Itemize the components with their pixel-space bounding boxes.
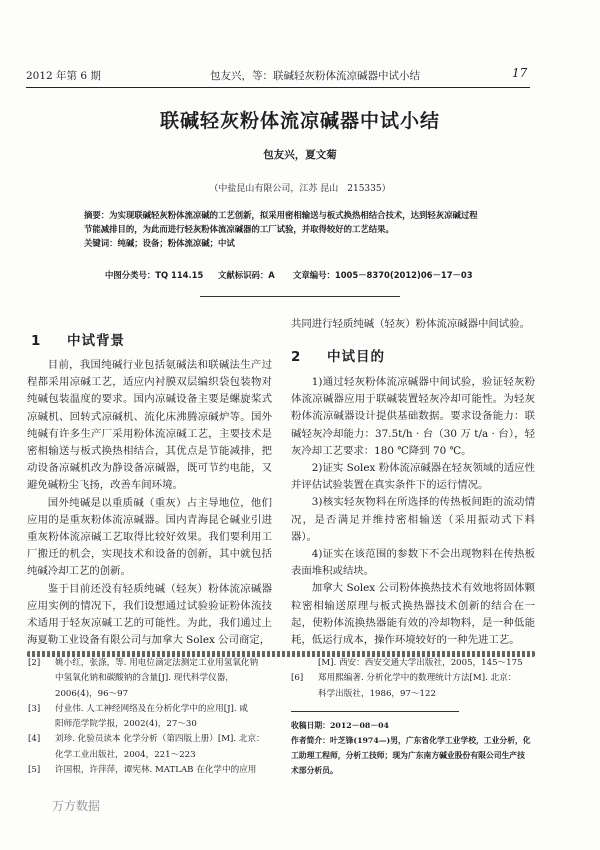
abstract-block [84, 208, 484, 250]
notes-rule [291, 711, 459, 712]
keywords [84, 236, 484, 250]
references-left [28, 656, 275, 778]
left-column [27, 357, 272, 649]
meta-rule [200, 296, 400, 297]
references-right [291, 656, 531, 702]
paragraph: 1)通过轻灰粉体流凉碱器中间试验，验证轻灰粉体流凉碱器应用于联碱装置轻灰冷却可能性。为轻灰粉体流凉碱器设计提供基础数据。要求设备能力：联碱轻灰冷却能力：37.5t/h · 台（30 万 t/a · 台），轻灰冷却工艺要求：180 ℃降到 70 ℃。 [291, 376, 535, 457]
article-number: 文章编号：1005－8370(2012)06－17－03 [293, 270, 473, 280]
paragraph: 国外纯碱是以重质碱（重灰）占主导地位，他们应用的是重灰粉体流凉碱器。国内青海昆仑碱业引进重灰粉体流凉碱工艺取得比较好效果。我们要利用工厂搬迁的机会，实现技术和设备的创新，其中就包括纯碱冷却工艺的创新。 [27, 496, 272, 578]
keywords-text: 纯碱；设备；粉体流凉碱；中试 [117, 238, 235, 248]
right-column [291, 374, 535, 649]
paragraph: 4)证实在该范围的参数下不会出现物料在传热板表面堆积或结块。 [291, 548, 535, 578]
reference-continuation: [M]. 西安：西安交通大学出版社，2005，145～175 [318, 658, 523, 668]
abstract-text: 为实现联碱轻灰粉体流凉碱的工艺创新，拟采用密相输送与板式换热相结合技术，达到轻灰凉碱过程节能减排目的，为此而进行轻灰粉体流凉碱器的工厂试验，并取得较好的工艺结果。 [84, 210, 478, 234]
article-title: 联碱轻灰粉体流凉碱器中试小结 [159, 110, 440, 132]
header-rule [26, 87, 530, 88]
reference-item: [2] 姚小红，张涤，等. 用电位滴定法测定工业用氢氧化钠 [28, 658, 259, 668]
clc-number: 中图分类号：TQ 114.15 [105, 270, 204, 280]
issue-label: 2012 年第 6 期 [26, 70, 101, 82]
article-notes [291, 718, 531, 778]
paragraph: 共同进行轻质纯碱（轻灰）粉体流凉碱器中间试验。 [291, 318, 530, 330]
article-authors: 包友兴，夏文菊 [263, 149, 337, 161]
abstract-label: 摘要： [84, 210, 110, 220]
paragraph: 3)核实轻灰物料在所选择的传热板间距的流动情况，是否满足并维持密相输送（采用振动式下料器）。 [291, 496, 535, 543]
reference-item: [5] 许国根，许萍萍，谭宪林. MATLAB 在化学中的应用 [28, 765, 257, 776]
received-date: 收稿日期：2012－08－04 [291, 721, 389, 730]
section-2-heading [291, 345, 385, 365]
paragraph: 加拿大 Solex 公司粉体换热技术有效地将固体颗粒密相输送原理与板式换热器技术创新的结合在一起，使粉体流换热器能有效的冷却物料，是一种低能耗，低运行成本，操作环境较好的一种先进工艺。 [291, 582, 535, 647]
reference-item: [3] 付业伟. 人工神经网络及在分析化学中的应用[J]. 咸 [28, 703, 248, 714]
reference-continuation: 阳师范学院学报，2002(4)，27～30 [55, 719, 197, 730]
reference-continuation: 中氢氧化钠和碳酸钠的含量[J]. 现代科学仪器，2006(4)，96～97 [55, 673, 234, 699]
section-1-continuation [291, 316, 535, 333]
reference-item: [4] 刘珍. 化验员读本 化学分析（第四版上册）[M]. 北京： [28, 734, 265, 745]
abstract [84, 208, 484, 236]
section-1-title: 中试背景 [67, 333, 125, 349]
section-2-number: 2 [291, 349, 302, 365]
keywords-label: 关键词： [84, 238, 118, 248]
paragraph: 2)证实 Solex 粉体流凉碱器在轻灰领域的适应性并评估试验装置在真实条件下的运行情况。 [291, 462, 535, 492]
author-bio: 作者简介：叶芝锋(1974—)男，广东省化学工业学校，工业分析，化工助理工程师，分析工技师；现为广东南方碱业股份有限公司生产技术部分析员。 [291, 736, 531, 775]
paragraph: 鉴于目前还没有轻质纯碱（轻灰）粉体流凉碱器应用实例的情况下，我们设想通过试验验证粉体流技术适用于轻灰凉碱工艺的可能性。为此，我们通过上海夏勒工业设备有限公司与加拿大 Solex 公司商定， [27, 582, 272, 647]
running-title: 包友兴，等：联碱轻灰粉体流凉碱器中试小结 [210, 70, 420, 82]
reference-continuation: 科学出版社，1986，97～122 [318, 688, 436, 699]
paragraph: 目前，我国纯碱行业包括氨碱法和联碱法生产过程都采用凉碱工艺，适应内衬膜双层编织袋包装物对纯碱包装温度的要求。国内凉碱设备主要是螺旋桨式凉碱机、回转式凉碱机、流化床沸腾凉碱炉等。国外纯碱有许多生产厂采用粉体流凉碱工艺，主要技术是密相输送与板式换热相结合，其优点是节能减排，把动设备凉碱机改为静设备凉碱器，既可节约电能，又避免碱粉尘飞扬，改善车间环境。 [27, 359, 272, 492]
section-2-title: 中试目的 [327, 349, 385, 365]
page-number: 17 [512, 66, 528, 80]
watermark-wanfang: 万方数据 [52, 799, 101, 813]
section-1-number: 1 [31, 333, 42, 349]
reference-item: [6] 郑用熙编著. 分析化学中的数理统计方法[M]. 北京： [291, 673, 517, 684]
section-1-heading [31, 329, 125, 349]
author-affiliation: （中盐昆山有限公司，江苏 昆山 215335） [209, 184, 391, 194]
document-code: 文献标识码：A [218, 270, 275, 280]
reference-continuation: 化学工业出版社，2004，221～223 [55, 749, 196, 760]
